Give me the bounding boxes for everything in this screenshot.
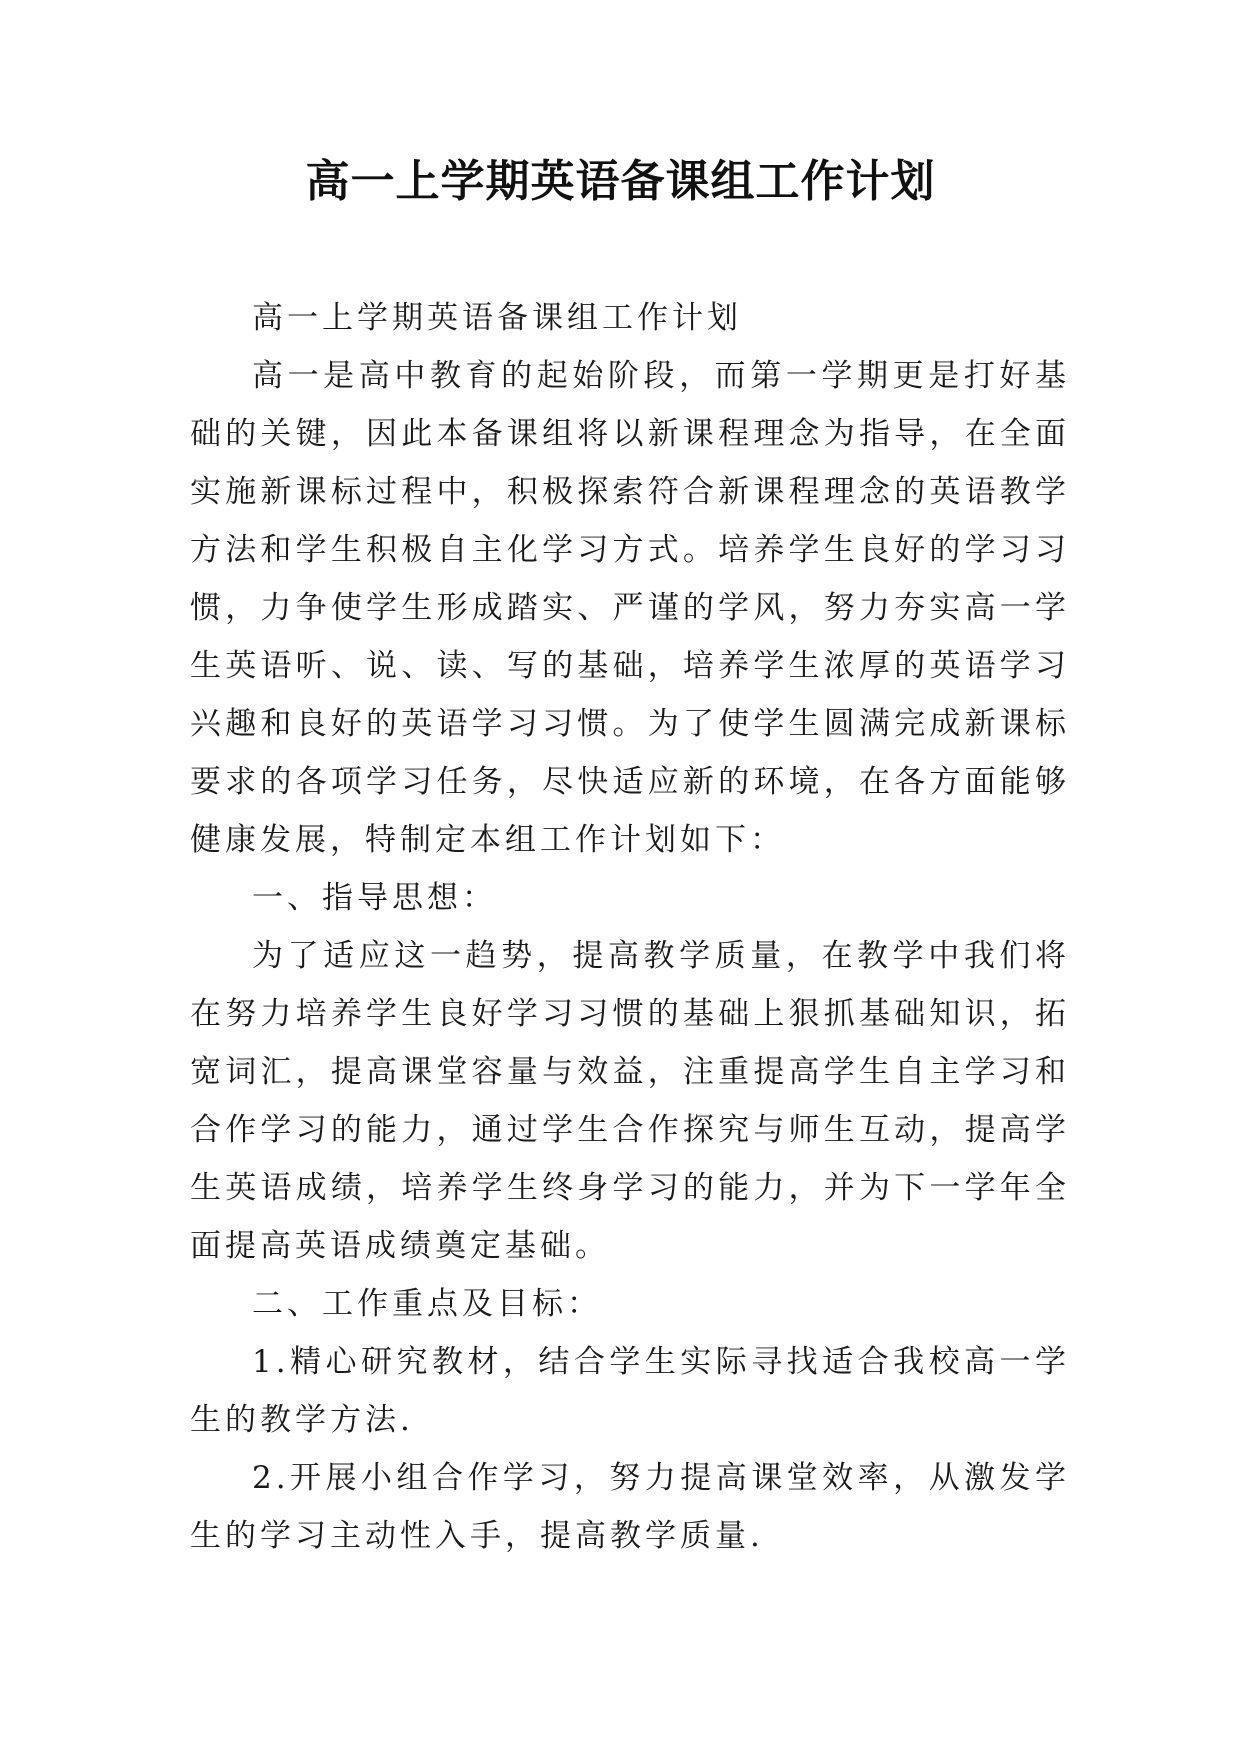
document-title: 高一上学期英语备课组工作计划 <box>305 156 936 207</box>
document-body <box>190 289 1070 1565</box>
work-focus-item-1: 1.精心研究教材，结合学生实际寻找适合我校高一学生的教学方法. <box>190 1344 1070 1438</box>
body-subtitle-paragraph: 高一上学期英语备课组工作计划 <box>252 300 742 336</box>
work-focus-item-2: 2.开展小组合作学习，努力提高课堂效率，从激发学生的学习主动性入手，提高教学质量. <box>190 1460 1070 1554</box>
guiding-thought-paragraph: 为了适应这一趋势，提高教学质量，在教学中我们将在努力培养学生良好学习习惯的基础上狠抓基础知识，拓宽词汇，提高课堂容量与效益，注重提高学生自主学习和合作学习的能力，通过学生合作探究与师生互动，提高学生英语成绩，培养学生终身学习的能力，并为下一学年全面提高英语成绩奠定基础。 <box>190 938 1070 1264</box>
intro-paragraph: 高一是高中教育的起始阶段，而第一学期更是打好基础的关键，因此本备课组将以新课程理念为指导，在全面实施新课标过程中，积极探索符合新课程理念的英语教学方法和学生积极自主化学习方式。培养学生良好的学习习惯，力争使学生形成踏实、严谨的学风，努力夯实高一学生英语听、说、读、写的基础，培养学生浓厚的英语学习兴趣和良好的英语学习习惯。为了使学生圆满完成新课标要求的各项学习任务，尽快适应新的环境，在各方面能够健康发展，特制定本组工作计划如下： <box>190 358 1070 858</box>
section-heading-work-focus: 二、工作重点及目标： <box>252 1286 602 1322</box>
section-heading-guiding-thought: 一、指导思想： <box>252 880 497 916</box>
